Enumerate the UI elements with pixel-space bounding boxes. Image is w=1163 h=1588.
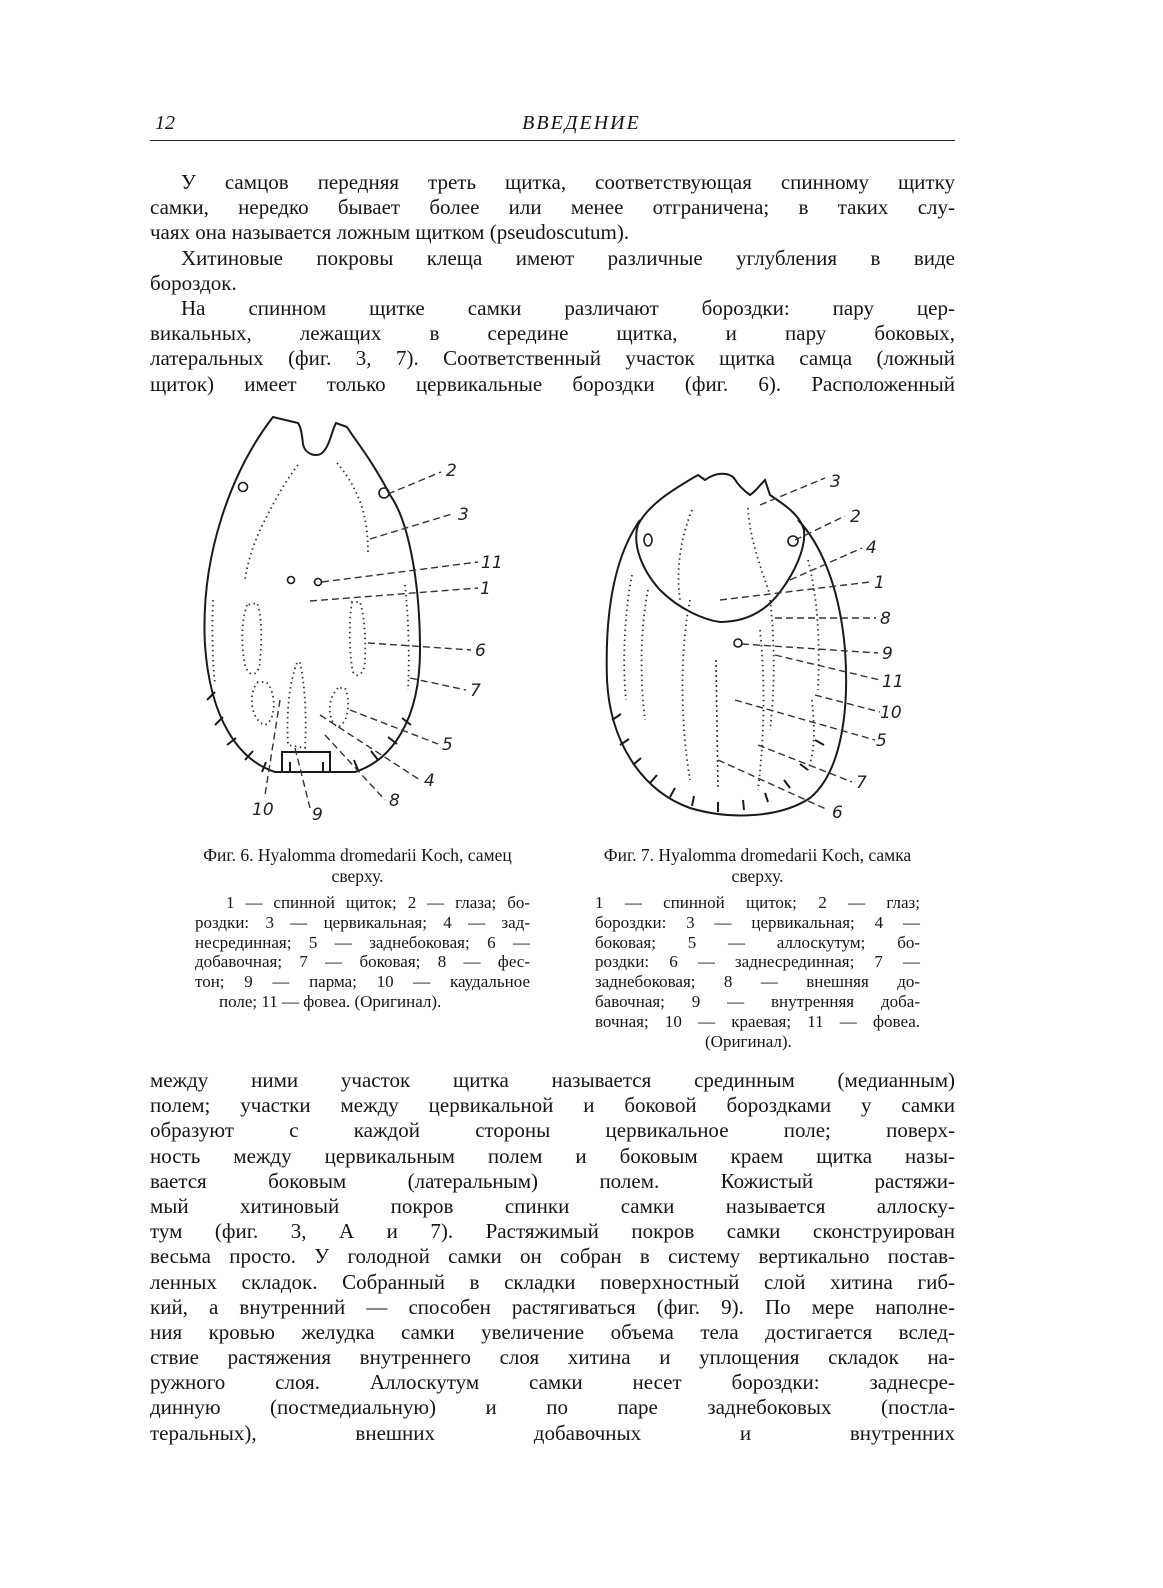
- text-line: На спинном щитке самки различают бороздки: пару цер-: [181, 295, 955, 320]
- fig7-label-11: 11: [882, 672, 904, 692]
- text-line: Хитиновые покровы клеща имеют различные углубления в виде: [181, 245, 955, 270]
- caption-line: вочная; 10 — краевая; 11 — фовеа.: [595, 1011, 920, 1031]
- fig6-fovea-left: [288, 577, 295, 584]
- text-line: ружного слоя. Аллоскутум самки несет бороздки: заднесре-: [150, 1370, 955, 1395]
- fig6-cervical-groove-right: [337, 463, 368, 555]
- text-line: ния кровью желудка самки увеличение объема тела достигается вслед-: [150, 1319, 955, 1344]
- fig7-lateral-groove-left: [624, 575, 632, 700]
- caption-line: роздки: 3 — цервикальная; 4 — зад-: [195, 912, 530, 932]
- fig6-lateral-groove-left: [212, 600, 215, 685]
- fig6-label-4: 4: [424, 771, 435, 791]
- fig6-eye-left: [239, 483, 248, 492]
- fig6-label-8: 8: [389, 791, 400, 811]
- fig7-label-5: 5: [876, 731, 887, 751]
- text-line: ленных складок. Собранный в складки поверхностный слой хитина гиб-: [150, 1269, 955, 1294]
- fig7-cervical-groove-left: [679, 510, 693, 600]
- text-line: ность между цервикальным полем и боковым краем щитка назы-: [150, 1143, 955, 1168]
- fig7-label-1: 1: [874, 573, 885, 593]
- fig6-eye-right: [379, 488, 389, 498]
- fig7-eye-right: [788, 536, 798, 546]
- caption-line: (Оригинал).: [705, 1031, 792, 1051]
- fig7-festoons: [612, 714, 824, 812]
- text-line: тум (фиг. 3, А и 7). Растяжимый покров самки сконструирован: [150, 1219, 955, 1244]
- caption-line: бороздки: 3 — цервикальная; 4 —: [595, 912, 920, 932]
- fig6-label-1: 1: [480, 579, 491, 599]
- fig6-label-7: 7: [470, 681, 481, 701]
- text-line: щиток) имеет только цервикальные бороздки (фиг. 6). Расположенный: [150, 371, 955, 396]
- fig7-fovea: [734, 639, 742, 647]
- fig6-label-6: 6: [475, 641, 486, 661]
- figure-7-drawing: [590, 455, 915, 830]
- bottom-paragraph: [150, 1068, 955, 1446]
- text-line: весьма просто. У голодной самки он собран в систему вертикально постав-: [150, 1244, 955, 1269]
- text-line: мый хитиновый покров спинки самки называется аллоску-: [150, 1193, 955, 1218]
- fig6-label-9: 9: [312, 805, 323, 825]
- fig6-label-5: 5: [442, 735, 453, 755]
- figure-6-caption-title: Фиг. 6. Hyalomma dromedarii Koch, самец сверху.: [203, 845, 512, 886]
- fig7-inner-accessory-left: [683, 600, 691, 780]
- fig7-label-10: 10: [880, 703, 902, 723]
- fig7-label-6: 6: [832, 803, 843, 823]
- fig7-outer-accessory-left: [642, 590, 648, 720]
- fig6-accessory-groove-right: [350, 602, 365, 675]
- caption-line: поле; 11 — фовеа. (Оригинал).: [219, 991, 442, 1011]
- fig7-label-2: 2: [850, 507, 861, 527]
- fig7-label-4: 4: [866, 538, 877, 558]
- fig7-lateral-groove-right: [808, 560, 819, 690]
- text-line: самки, нередко бывает более или менее отграничена; в таких слу-: [150, 195, 955, 220]
- text-line: бороздок.: [150, 270, 237, 295]
- fig6-label-3: 3: [458, 505, 469, 525]
- fig6-posterolateral-left: [252, 682, 274, 725]
- text-line: вается боковым (латеральным) полем. Кожистый растяжи-: [150, 1168, 955, 1193]
- caption-line: тон; 9 — парма; 10 — каудальное: [195, 972, 530, 992]
- text-line: образуют с каждой стороны цервикальное поле; поверх-: [150, 1118, 955, 1143]
- text-line: чаях она называется ложным щитком (pseudoscutum).: [150, 220, 630, 245]
- text-line: У самцов передняя треть щитка, соответствующая спинному щитку: [181, 170, 955, 194]
- fig6-cervical-groove-left: [245, 465, 298, 580]
- text-line: полем; участки между цервикальной и боковой бороздками у самки: [150, 1093, 955, 1118]
- text-line: между ними участок щитка называется срединным (медианным): [150, 1068, 955, 1092]
- fig7-inner-accessory-right: [758, 630, 764, 790]
- fig7-label-8: 8: [880, 609, 891, 629]
- fig6-fovea-right: [315, 579, 322, 586]
- caption-line: 1 — спинной щиток; 2 — глаз;: [595, 893, 920, 912]
- fig7-label-7: 7: [856, 773, 867, 793]
- fig6-label-2: 2: [446, 461, 457, 481]
- fig7-marginal-groove: [808, 700, 814, 770]
- caption-line: бавочная; 9 — внутренняя доба-: [595, 991, 920, 1011]
- running-title: ВВЕДЕНИЕ: [522, 112, 641, 134]
- header-rule: [150, 140, 955, 141]
- caption-line: добавочная; 7 — боковая; 8 — фес-: [195, 952, 530, 972]
- figure-7-caption-title: Фиг. 7. Hyalomma dromedarii Koch, самка сверху.: [603, 845, 912, 886]
- text-line: кий, а внутренний — способен растягиваться (фиг. 9). По мере наполне-: [150, 1294, 955, 1319]
- fig6-lateral-groove-right: [405, 585, 409, 690]
- fig7-cervical-groove-right: [748, 508, 770, 595]
- caption-line: несрединная; 5 — заднебоковая; 6 —: [195, 932, 530, 952]
- fig6-label-10: 10: [252, 800, 274, 820]
- top-paragraphs: [150, 170, 955, 397]
- caption-line: роздки: 6 — заднесрединная; 7 —: [595, 952, 920, 972]
- fig6-posteromedian: [287, 663, 305, 748]
- page-number: 12: [155, 112, 175, 134]
- caption-line: 1 — спинной щиток; 2 — глаза; бо-: [226, 893, 530, 912]
- fig7-label-3: 3: [830, 472, 841, 492]
- fig6-posterolateral-right: [330, 688, 348, 727]
- fig7-posteromedian-groove: [716, 660, 718, 790]
- figure-6-drawing: [195, 410, 515, 835]
- caption-line: заднебоковая; 8 — внешняя до-: [595, 972, 920, 992]
- fig7-label-9: 9: [882, 644, 893, 664]
- text-line: динную (постмедиальную) и по паре заднебоковых (постла-: [150, 1395, 955, 1420]
- fig6-festoons: [207, 692, 411, 772]
- fig6-label-11: 11: [481, 553, 503, 573]
- fig6-accessory-groove-left: [242, 603, 261, 674]
- text-line: латеральных (фиг. 3, 7). Соответственный участок щитка самца (ложный: [150, 346, 955, 371]
- fig7-eye-left: [644, 534, 652, 546]
- figure-7-caption-body: [595, 893, 920, 1051]
- text-line: викальных, лежащих в середине щитка, и пару боковых,: [150, 321, 955, 346]
- caption-line: боковая; 5 — аллоскутум; бо-: [595, 932, 920, 952]
- text-line: ствие растяжения внутреннего слоя хитина и уплощения складок на-: [150, 1345, 955, 1370]
- text-line: теральных), внешних добавочных и внутренних: [150, 1420, 955, 1445]
- figure-6-caption-body: [195, 893, 530, 1012]
